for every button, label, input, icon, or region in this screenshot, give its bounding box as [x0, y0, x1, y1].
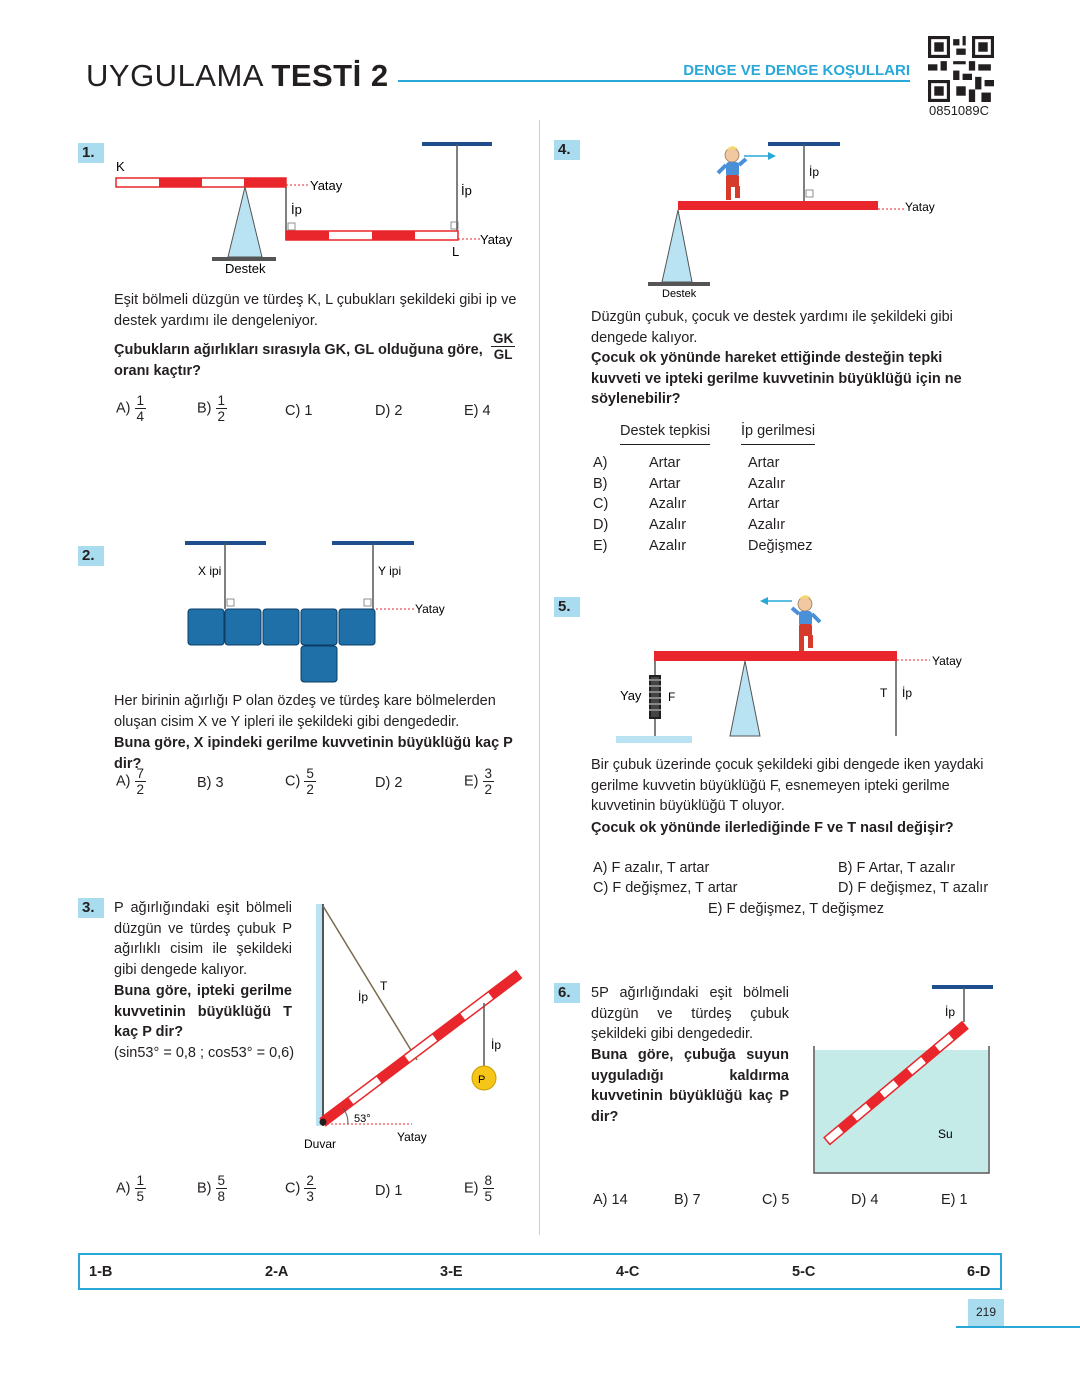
q1-ratio: $\frac{GK}{GL}$ [493, 331, 514, 362]
label-yatay: Yatay [415, 602, 445, 616]
label-duvar: Duvar [304, 1137, 337, 1151]
answer-item: 5-C [792, 1264, 816, 1280]
child-figure [792, 595, 820, 651]
label-ip: İp [291, 202, 302, 217]
qr-code-label: 0851089C [929, 103, 989, 118]
label-y-ipi: Y ipi [378, 564, 402, 578]
topic-label: DENGE VE DENGE KOŞULLARI [683, 62, 910, 79]
q4-text: Düzgün çubuk, çocuk ve destek yardımı ile şekildeki gibi dengede kalıyor. [591, 309, 953, 346]
col-header-destek: Destek tepkisi [620, 421, 710, 445]
option-c[interactable]: C) $\frac{2}{3}$ [285, 1173, 314, 1204]
question-number: 4. [554, 140, 580, 160]
option-a[interactable]: A) Artar Artar [593, 455, 780, 471]
q1-figure [108, 135, 528, 280]
label-k: K [116, 159, 125, 174]
answer-item: 2-A [265, 1264, 289, 1280]
q5-figure [612, 590, 982, 748]
option-c[interactable]: C) 1 [285, 403, 313, 419]
water [815, 1050, 988, 1172]
question-number: 2. [78, 546, 104, 566]
support [662, 210, 692, 282]
rope-t [323, 906, 417, 1060]
q1-question: Çubukların ağırlıkları sırasıyla GK, GL olduğuna göre, oranı kaçtır? [114, 342, 483, 379]
option-e[interactable]: E) 4 [464, 403, 491, 419]
col-header-ip: İp gerilmesi [741, 421, 815, 445]
label-ip: İp [809, 165, 820, 179]
option-d[interactable]: D) 4 [851, 1192, 879, 1208]
option-a[interactable]: A) $\frac{1}{4}$ [116, 393, 145, 424]
option-b[interactable]: B) F Artar, T azalır [838, 860, 956, 876]
option-c[interactable]: C) Azalır Artar [593, 496, 780, 513]
q6-question: Buna göre, çubuğa suyun uyguladığı kaldırma kuvvetinin büyüklüğü kaç P dir? [591, 1047, 789, 1125]
option-b[interactable]: B) 7 [674, 1192, 701, 1208]
label-ip: İp [461, 183, 472, 198]
label-x-ipi: X ipi [198, 564, 222, 578]
q4-figure [640, 135, 940, 303]
qr-code[interactable] [928, 36, 994, 102]
column-divider [539, 120, 540, 1235]
label-ip: İp [358, 990, 369, 1004]
option-c[interactable]: C) F değişmez, T artar [593, 880, 738, 896]
rod [678, 201, 878, 210]
q2-text: Her birinin ağırlığı P olan özdeş ve türdeş kare bölmelerden oluşan cisim X ve Y ipleri ile şekildeki gibi dengededir. [114, 693, 496, 730]
option-a[interactable]: A) $\frac{1}{5}$ [116, 1173, 145, 1204]
answer-item: 4-C [616, 1264, 640, 1280]
option-d[interactable]: D) 1 [375, 1183, 403, 1199]
q3-hint: (sin53° = 0,8 ; cos53° = 0,6) [114, 1045, 295, 1061]
question-number: 3. [78, 898, 104, 918]
option-c[interactable]: C) $\frac{5}{2}$ [285, 766, 314, 797]
label-l: L [452, 244, 460, 259]
label-yatay: Yatay [905, 200, 935, 214]
label-yatay: Yatay [932, 654, 962, 668]
spring [649, 676, 661, 718]
question-number: 6. [554, 983, 580, 1003]
page-number: 219 [968, 1299, 1004, 1326]
label-yatay: Yatay [397, 1130, 427, 1144]
label-yatay: Yatay [310, 178, 343, 193]
q1-text: Eşit bölmeli düzgün ve türdeş K, L çubukları şekildeki gibi ip ve destek yardımı ile dengeleniyor. [114, 292, 517, 329]
q6-figure [805, 978, 1000, 1178]
q2-question: Buna göre, X ipindeki gerilme kuvvetinin büyüklüğü kaç P dir? [114, 735, 513, 772]
block [188, 609, 224, 645]
label-ip: İp [491, 1038, 502, 1052]
option-b[interactable]: B) $\frac{1}{2}$ [197, 393, 226, 424]
block [301, 609, 337, 645]
q6-text: 5P ağırlığındaki eşit bölmeli düzgün ve türdeş çubuk şekildeki gibi dengededir. [591, 985, 789, 1042]
option-e[interactable]: E) $\frac{3}{2}$ [464, 766, 493, 797]
option-e[interactable]: E) Azalır Değişmez [593, 537, 813, 554]
question-number: 1. [78, 143, 104, 163]
label-t: T [380, 979, 388, 993]
option-e[interactable]: E) $\frac{8}{5}$ [464, 1173, 493, 1204]
option-d[interactable]: D) Azalır Azalır [593, 517, 786, 534]
label-ip: İp [945, 1005, 956, 1019]
option-c[interactable]: C) 5 [762, 1192, 790, 1208]
child-figure [718, 146, 746, 200]
block [225, 609, 261, 645]
label-p: P [478, 1074, 486, 1086]
label-t: T [880, 686, 888, 700]
option-d[interactable]: D) 2 [375, 403, 403, 419]
rod [654, 651, 897, 661]
answer-item: 1-B [89, 1264, 113, 1280]
answer-key [78, 1253, 1002, 1290]
label-su: Su [938, 1127, 953, 1141]
q3-question: Buna göre, ipteki gerilme kuvvetinin büyüklüğü T kaç P dir? [114, 983, 292, 1040]
label-yay: Yay [620, 688, 642, 703]
q5-question: Çocuk ok yönünde ilerlediğinde F ve T nasıl değişir? [591, 820, 954, 836]
label-yatay: Yatay [480, 232, 513, 247]
q4-question: Çocuk ok yönünde hareket ettiğinde desteğin tepki kuvveti ve ipteki gerilme kuvvetinin büyüklüğü için ne söylenebilir? [591, 350, 962, 407]
answer-item: 6-D [967, 1264, 991, 1280]
header-rule [398, 80, 910, 82]
option-d[interactable]: D) F değişmez, T azalır [838, 880, 989, 896]
answer-item: 3-E [440, 1264, 463, 1280]
option-b[interactable]: B) $\frac{5}{8}$ [197, 1173, 226, 1204]
rod-k [116, 178, 286, 187]
q3-text: P ağırlığındaki eşit bölmeli düzgün ve türdeş çubuk P ağırlıklı cisim ile şekildeki gibi dengede kalıyor. [114, 900, 292, 978]
support [228, 187, 262, 257]
q3-figure [300, 898, 525, 1154]
option-b[interactable]: B) Artar Azalır [593, 475, 786, 492]
q4-options [593, 453, 833, 556]
option-e[interactable]: E) F değişmez, T değişmez [708, 901, 884, 917]
option-a[interactable]: A) F azalır, T artar [593, 860, 710, 876]
block [263, 609, 299, 645]
support [730, 661, 760, 736]
option-a[interactable]: A) $\frac{7}{2}$ [116, 766, 145, 797]
option-b[interactable]: B) 3 [197, 775, 224, 791]
option-e[interactable]: E) 1 [941, 1192, 968, 1208]
page-title: UYGULAMA TESTİ 2 [86, 58, 389, 93]
label-ip: İp [902, 686, 913, 700]
q2-figure [180, 537, 480, 687]
label-f: F [668, 690, 676, 704]
label-destek: Destek [662, 288, 697, 300]
option-d[interactable]: D) 2 [375, 775, 403, 791]
page-number-rule [956, 1326, 1080, 1328]
option-a[interactable]: A) 14 [593, 1192, 628, 1208]
question-number: 5. [554, 597, 580, 617]
block [301, 646, 337, 682]
label-destek: Destek [225, 261, 266, 276]
rod-l [286, 231, 458, 240]
q5-text: Bir çubuk üzerinde çocuk şekildeki gibi dengede iken yaydaki gerilme kuvvetin büyüklüğü F, esnemeyen ipteki gerilme kuvvetinin büyüklüğü T oluyor. [591, 757, 984, 814]
label-angle: 53° [354, 1113, 371, 1125]
block [339, 609, 375, 645]
